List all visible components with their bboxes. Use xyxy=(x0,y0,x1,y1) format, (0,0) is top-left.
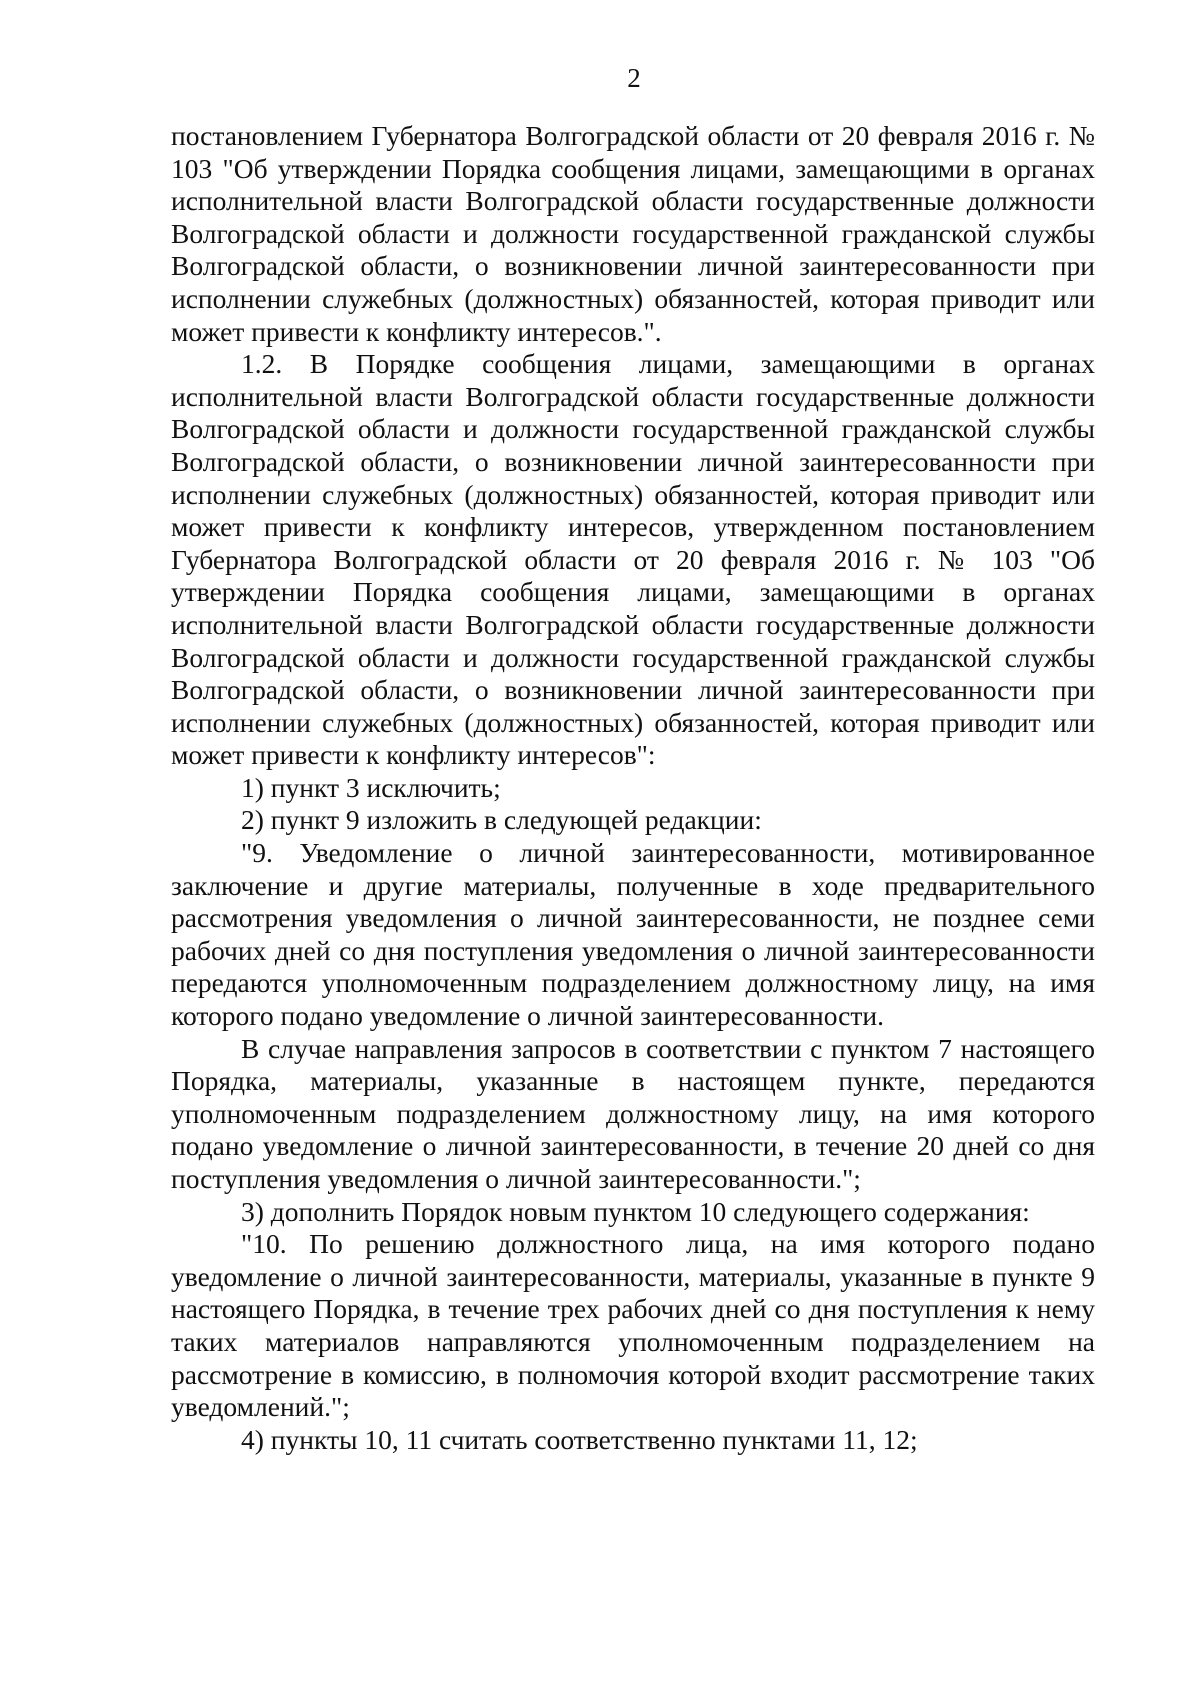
paragraph-item-1: 1) пункт 3 исключить; xyxy=(241,771,501,803)
paragraph-point-9: "9. Уведомление о личной заинтересованности, мотивированное заключение и другие материалы, полученные в ходе предварительного рассмотрения уведомления о личной заинтересованности, не позднее семи рабочих дней со дня поступления уведомления о личной заинтересованности передаются уполномоченным подразделением должностному лицу, на имя которого подано уведомление о личной заинтересованности. xyxy=(171,837,1095,1032)
page-number: 2 xyxy=(627,63,641,93)
paragraph-point-10: "10. По решению должностного лица, на имя которого подано уведомление о личной заинтересованности, материалы, указанные в пункте 9 настоящего Порядка, в течение трех рабочих дней со дня поступления к нему таких материалов направляются уполномоченным подразделением на рассмотрение в комиссию, в полномочия которой входит рассмотрение таких уведомлений."; xyxy=(171,1228,1095,1423)
document-body xyxy=(171,120,1095,1456)
paragraph-point-9-second: В случае направления запросов в соответствии с пунктом 7 настоящего Порядка, материалы, указанные в настоящем пункте, передаются уполномоченным подразделением должностному лицу, на имя которого подано уведомление о личной заинтересованности, в течение 20 дней со дня поступления уведомления о личной заинтересованности."; xyxy=(171,1032,1095,1194)
paragraph-item-2: 2) пункт 9 изложить в следующей редакции: xyxy=(241,804,762,836)
paragraph-item-3: 3) дополнить Порядок новым пунктом 10 следующего содержания: xyxy=(241,1195,1030,1227)
paragraph-item-4: 4) пункты 10, 11 считать соответственно пунктами 11, 12; xyxy=(241,1423,918,1455)
paragraph-clause-1-2: 1.2. В Порядке сообщения лицами, замещающими в органах исполнительной власти Волгоградской области государственные должности Волгоградской области и должности государственной гражданской службы Волгоградской области, о возникновении личной заинтересованности при исполнении служебных (должностных) обязанностей, которая приводит или может привести к конфликту интересов, утвержденном постановлением Губернатора Волгоградской области от 20 февраля 2016 г. № 103 "Об утверждении Порядка сообщения лицами, замещающими в органах исполнительной власти Волгоградской области государственные должности Волгоградской области и должности государственной гражданской службы Волгоградской области, о возникновении личной заинтересованности при исполнении служебных (должностных) обязанностей, которая приводит или может привести к конфликту интересов": xyxy=(171,348,1095,771)
paragraph-continuation: постановлением Губернатора Волгоградской области от 20 февраля 2016 г. № 103 "Об утверждении Порядка сообщения лицами, замещающими в органах исполнительной власти Волгоградской области государственные должности Волгоградской области и должности государственной гражданской службы Волгоградской области, о возникновении личной заинтересованности при исполнении служебных (должностных) обязанностей, которая приводит или может привести к конфликту интересов.". xyxy=(171,120,1095,347)
